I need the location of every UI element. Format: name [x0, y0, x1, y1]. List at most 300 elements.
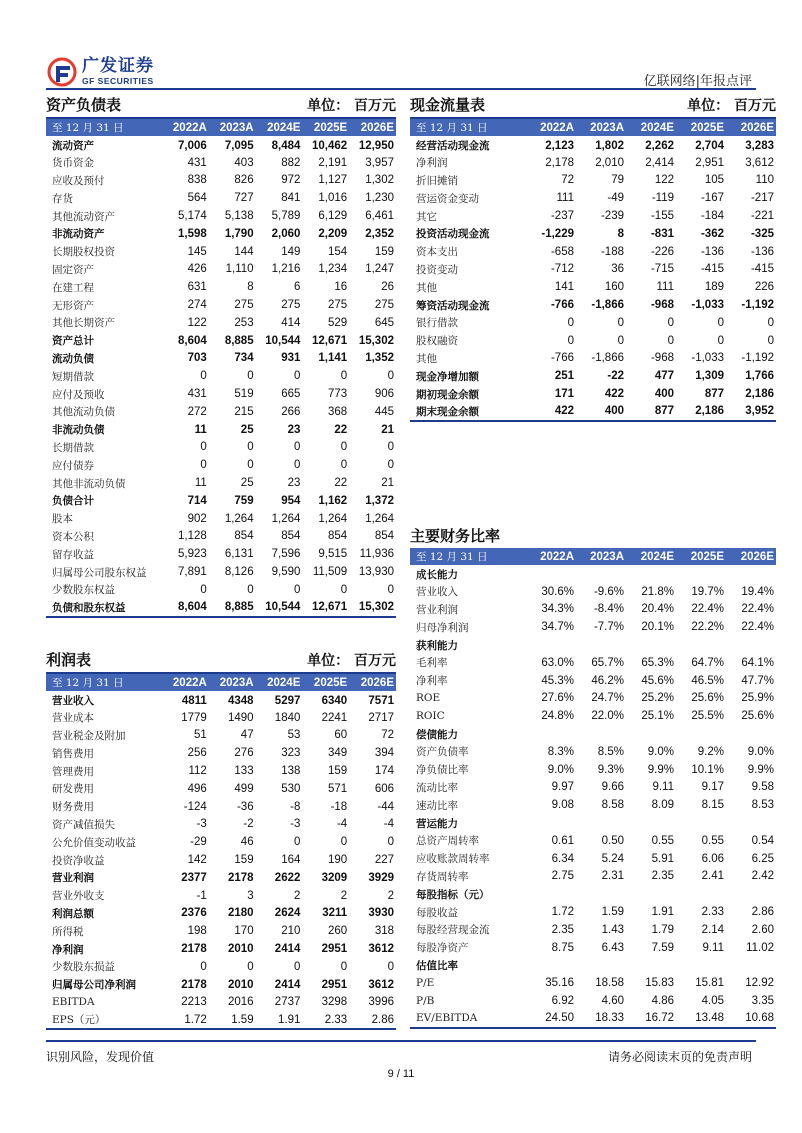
cell-value: 400 [654, 388, 674, 401]
row-label: P/E [416, 977, 435, 990]
cell-value: 7.59 [651, 941, 674, 954]
cell-value: 23 [287, 423, 301, 436]
row-label: 经营活动现金流 [416, 140, 490, 153]
cell-value: 122 [187, 316, 207, 329]
cell-value: 0 [200, 370, 207, 383]
cell-value: 645 [374, 316, 394, 329]
cell-value: -237 [550, 210, 574, 223]
table-row [46, 421, 396, 439]
cell-value: 12,950 [358, 139, 394, 152]
cell-value: -29 [190, 836, 207, 849]
cell-value: 564 [187, 192, 207, 205]
cell-value: -221 [750, 210, 774, 223]
row-label: 少数股东损益 [52, 961, 115, 974]
cell-value: 141 [554, 281, 574, 294]
row-label: 无形资产 [52, 299, 94, 312]
cell-value: -2 [243, 818, 254, 831]
table-row [46, 314, 396, 332]
column-header: 2025E [676, 548, 726, 565]
cell-value: 122 [654, 174, 674, 187]
cell-value: 10,462 [312, 139, 348, 152]
row-label: 营运资金变动 [416, 192, 479, 205]
cell-value [526, 725, 576, 743]
cell-value: 0 [200, 459, 207, 472]
cell-value: 0 [340, 583, 348, 596]
cell-value: 2.35 [551, 923, 574, 936]
table-row [46, 744, 396, 762]
table-row [410, 885, 776, 903]
row-label: 资产减值损失 [52, 818, 115, 831]
table-row [410, 921, 776, 939]
cell-value: 1,128 [178, 530, 207, 543]
cell-value: 154 [328, 245, 348, 258]
cell-value: 0 [293, 459, 301, 472]
table-row [46, 599, 396, 617]
column-header: 2022A [526, 119, 576, 136]
cell-value: 22.4% [741, 603, 774, 616]
row-label: 营业利润 [416, 603, 458, 616]
row-label: 投资活动现金流 [416, 228, 490, 241]
row-label: EPS（元） [46, 1011, 162, 1029]
cell-value: 110 [755, 174, 774, 187]
cell-value: 2737 [274, 996, 301, 1009]
cell-value: 9.0% [647, 745, 674, 758]
cashflow-title: 现金流量表 [410, 96, 486, 114]
cell-value: 9.0% [747, 745, 774, 758]
cell-value: 111 [556, 192, 574, 205]
cell-value [726, 885, 776, 903]
cell-value: 0 [293, 370, 301, 383]
cell-value: 445 [374, 405, 394, 418]
column-header: 至 12 月 31 日 [46, 674, 162, 691]
cell-value: 11,936 [359, 548, 394, 561]
cell-value: 323 [281, 747, 301, 760]
cell-value: 2178 [181, 978, 207, 991]
cell-value: 79 [611, 174, 624, 187]
cell-value: 318 [374, 925, 394, 938]
table-row [46, 172, 396, 190]
cell-value: 2376 [181, 907, 207, 920]
table-row [410, 618, 776, 636]
cell-value: 0.61 [551, 834, 574, 847]
cell-value: 838 [187, 174, 207, 187]
balance-title: 资产负债表 [46, 96, 122, 114]
cell-value: 2 [340, 889, 348, 902]
cell-value: 190 [328, 854, 348, 867]
cell-value: 703 [187, 352, 207, 365]
row-label: 短期借款 [52, 370, 94, 383]
cell-value: 3211 [322, 907, 348, 920]
column-header: 2024E [626, 119, 676, 136]
cell-value: 1.72 [162, 1011, 209, 1029]
cell-value: 253 [234, 316, 254, 329]
table-row [46, 367, 396, 385]
row-label: 每股收益 [416, 906, 458, 919]
cell-value: 665 [281, 388, 301, 401]
cell-value: 2,414 [645, 156, 674, 169]
table-row [410, 225, 776, 243]
table-row [410, 992, 776, 1010]
cell-value: 64.1% [741, 656, 774, 669]
cell-value: 9.9% [747, 763, 774, 776]
cell-value: 72 [381, 729, 394, 742]
cell-value: 1,162 [318, 494, 348, 507]
balance-table [46, 119, 396, 618]
cell-value: 25 [240, 423, 254, 436]
cell-value: 529 [328, 316, 348, 329]
cell-value: 24.50 [526, 1010, 576, 1028]
cell-value: 3612 [368, 943, 394, 956]
cell-value [526, 957, 576, 975]
cell-value: 11.02 [746, 941, 774, 954]
cell-value: 972 [281, 174, 301, 187]
cell-value: 251 [554, 370, 574, 383]
cell-value: 170 [234, 925, 254, 938]
row-label: 现金净增加额 [416, 370, 479, 383]
cell-value: 18.58 [595, 977, 624, 990]
cell-value: 1.59 [209, 1011, 256, 1029]
table-row [46, 189, 396, 207]
cell-value: -766 [550, 352, 574, 365]
table-row [410, 672, 776, 690]
row-label: 其他流动资产 [52, 210, 115, 223]
cell-value: 25.9% [741, 692, 774, 705]
cell-value [676, 725, 726, 743]
cell-value [526, 565, 576, 583]
table-row [410, 725, 776, 743]
cell-value: 3996 [368, 996, 394, 1009]
cell-value: 759 [234, 494, 254, 507]
cell-value: 0 [387, 370, 394, 383]
cell-value: 1.79 [651, 923, 674, 936]
row-label: 净利润 [416, 157, 448, 170]
row-label: 流动资产 [52, 140, 94, 153]
cell-value: -124 [183, 800, 207, 813]
table-row [410, 832, 776, 850]
cell-value: 0 [717, 316, 724, 329]
cell-value: 275 [328, 299, 348, 312]
cell-value: 0 [293, 441, 301, 454]
cell-value: 189 [704, 281, 724, 294]
row-label: 资产总计 [52, 335, 94, 348]
cell-value: 0 [247, 441, 254, 454]
cell-value: 0 [247, 583, 254, 596]
cell-value: 0.55 [701, 834, 724, 847]
cell-value: 0 [247, 370, 254, 383]
table-row [46, 780, 396, 798]
table-row [410, 189, 776, 207]
table-row [410, 565, 776, 583]
cell-value: -136 [700, 245, 724, 258]
table-row [410, 868, 776, 886]
row-label: 流动负债 [52, 352, 94, 365]
row-label: 应收账款周转率 [416, 853, 490, 866]
row-label: 净利率 [416, 675, 448, 688]
row-label: 在建工程 [52, 281, 94, 294]
cell-value: 15.81 [695, 977, 724, 990]
cell-value: 0 [617, 316, 624, 329]
cell-value: -831 [650, 227, 674, 240]
cell-value [726, 957, 776, 975]
cell-value: 1,309 [695, 370, 724, 383]
cell-value: 8.58 [601, 799, 624, 812]
row-label: 股权融资 [416, 335, 458, 348]
table-row [410, 207, 776, 225]
cell-value: -712 [550, 263, 574, 276]
row-label: 期初现金余额 [416, 388, 479, 401]
cell-value: 1,372 [365, 494, 394, 507]
cell-value: 1.91 [651, 906, 674, 919]
cell-value: 5297 [274, 694, 301, 707]
table-row [410, 761, 776, 779]
cell-value: 0 [340, 370, 348, 383]
row-label: 其他 [416, 281, 437, 294]
row-label: 营业税金及附加 [52, 729, 126, 742]
row-label: 存货 [52, 192, 73, 205]
table-row [46, 385, 396, 403]
cell-value: 1,264 [365, 512, 394, 525]
cell-value: 5,174 [178, 210, 207, 223]
cell-value: -1,866 [591, 299, 624, 312]
table-row [410, 278, 776, 296]
cell-value: 2213 [181, 996, 207, 1009]
cell-value [626, 725, 676, 743]
cell-value: 2.31 [601, 870, 624, 883]
cell-value: 266 [281, 405, 301, 418]
cell-value: 1,766 [745, 370, 774, 383]
cell-value [576, 725, 626, 743]
row-label: 每股经营现金流 [416, 924, 490, 937]
cell-value: 25.6% [691, 692, 724, 705]
cell-value [676, 957, 726, 975]
cell-value: 174 [374, 765, 394, 778]
row-label: 少数股东权益 [52, 584, 115, 597]
table-row [410, 903, 776, 921]
row-label: 资产负债率 [416, 746, 469, 759]
row-label: 长期借款 [52, 441, 94, 454]
row-label: 成长能力 [416, 569, 458, 582]
cell-value: 274 [187, 299, 207, 312]
cell-value: 23 [287, 477, 301, 490]
cell-value: 2624 [274, 907, 301, 920]
cell-value: 0 [767, 316, 774, 329]
table-row [46, 154, 396, 172]
table-row [46, 798, 396, 816]
column-header: 2026E [349, 674, 396, 691]
table-row [410, 154, 776, 172]
row-label: 营业成本 [52, 712, 94, 725]
cell-value: 422 [604, 388, 624, 401]
page-header [46, 56, 756, 90]
cell-value: 1,598 [178, 227, 207, 240]
cell-value: 4348 [228, 694, 254, 707]
cell-value: 1,264 [224, 512, 254, 525]
cell-value: 171 [554, 388, 574, 401]
cell-value: -715 [650, 263, 674, 276]
table-row [410, 172, 776, 190]
footer-disclaimer: 请务必阅读末页的免责声明 [607, 1050, 752, 1064]
cell-value: 2,178 [545, 156, 574, 169]
table-row [410, 743, 776, 761]
cell-value: 9.58 [751, 781, 774, 794]
cell-value: 15,302 [358, 334, 394, 347]
cell-value: 0 [667, 334, 674, 347]
cell-value: 3929 [368, 871, 394, 884]
cell-value: 1.72 [551, 906, 574, 919]
cell-value: 13.48 [676, 1010, 726, 1028]
table-row [46, 851, 396, 869]
cell-value: 1,247 [365, 263, 394, 276]
cell-value: 5.24 [601, 852, 624, 865]
row-label: 营业收入 [416, 586, 458, 599]
cell-value: 1,110 [225, 263, 254, 276]
cell-value: 0 [567, 334, 574, 347]
row-label: P/B [416, 995, 435, 1008]
cell-value: 19.4% [741, 585, 774, 598]
table-row [410, 707, 776, 725]
cell-value: 2414 [274, 943, 301, 956]
cell-value: 6.25 [751, 852, 774, 865]
table-row [410, 583, 776, 601]
cell-value: 210 [281, 925, 301, 938]
cell-value: 0 [247, 459, 254, 472]
table-row [46, 510, 396, 528]
cell-value: -155 [650, 210, 674, 223]
cell-value: 9.0% [547, 763, 574, 776]
cell-value: 2,209 [318, 227, 348, 240]
cell-value: 275 [374, 299, 394, 312]
column-header: 2022A [526, 548, 576, 565]
table-row [46, 296, 396, 314]
cell-value: 8,484 [271, 139, 301, 152]
row-label: 营业收入 [52, 695, 94, 708]
cell-value: 65.7% [591, 656, 624, 669]
table-row [46, 691, 396, 709]
cell-value: 368 [328, 405, 348, 418]
cell-value: 0 [200, 441, 207, 454]
cell-value: 25.6% [741, 710, 774, 723]
row-label: 固定资产 [52, 263, 94, 276]
cell-value: 0 [717, 334, 724, 347]
cell-value: 25 [240, 477, 254, 490]
cell-value: 530 [281, 782, 301, 795]
cell-value: 22.4% [691, 603, 724, 616]
cell-value: 159 [234, 854, 254, 867]
cell-value: 9.08 [551, 799, 574, 812]
cell-value: 22.2% [691, 621, 724, 634]
cell-value [626, 885, 676, 903]
cell-value: 854 [234, 530, 254, 543]
column-header: 至 12 月 31 日 [46, 119, 162, 136]
cell-value: 34.7% [541, 621, 574, 634]
table-row [410, 332, 776, 350]
row-label: 留存收益 [52, 548, 94, 561]
row-label: 营运能力 [416, 817, 458, 830]
cell-value: 25.1% [641, 710, 674, 723]
cell-value: 10,544 [256, 599, 303, 617]
table-row [410, 636, 776, 654]
cell-value: 3612 [368, 978, 394, 991]
cell-value: -49 [607, 192, 624, 205]
row-label: 营业利润 [52, 872, 94, 885]
cell-value: 21.8% [641, 585, 674, 598]
table-row [410, 136, 776, 154]
table-row [46, 456, 396, 474]
cell-value: 426 [187, 263, 207, 276]
cell-value: 5.91 [651, 852, 674, 865]
cell-value: 35.16 [545, 977, 574, 990]
ratios-table [410, 548, 776, 1029]
cell-value: 227 [374, 854, 394, 867]
cell-value: 18.33 [576, 1010, 626, 1028]
table-row [46, 869, 396, 887]
cell-value: 1,264 [318, 512, 348, 525]
cell-value: 272 [187, 405, 207, 418]
cell-value: 5,923 [178, 548, 207, 561]
cell-value: 215 [234, 405, 254, 418]
cell-value: 3,957 [365, 156, 394, 169]
cell-value: 3930 [368, 907, 394, 920]
cell-value: -415 [700, 263, 724, 276]
cell-value: 1,802 [595, 139, 624, 152]
cell-value: 2 [387, 889, 394, 902]
table-row [46, 261, 396, 279]
table-row [410, 974, 776, 992]
row-label: 销售费用 [52, 747, 94, 760]
cell-value: 10.1% [691, 763, 724, 776]
cashflow-table [410, 119, 776, 422]
column-header: 2025E [676, 119, 726, 136]
cell-value: 45.3% [541, 674, 574, 687]
cell-value: 0 [200, 583, 207, 596]
row-label: 股本 [52, 513, 73, 526]
cell-value: 0 [340, 441, 348, 454]
cell-value: 6.06 [701, 852, 724, 865]
table-row [410, 296, 776, 314]
row-label: 银行借款 [416, 317, 458, 330]
cell-value: -415 [750, 263, 774, 276]
cell-value: 1.59 [601, 906, 624, 919]
cell-value: 275 [234, 299, 254, 312]
cell-value: -658 [550, 245, 574, 258]
cell-value: 5,789 [271, 210, 301, 223]
cell-value: -968 [650, 352, 674, 365]
cell-value: 0 [340, 459, 348, 472]
cell-value: -136 [750, 245, 774, 258]
cell-value [676, 814, 726, 832]
cell-value: 877 [704, 388, 724, 401]
row-label: 速动比率 [416, 799, 458, 812]
cell-value: 9.11 [652, 781, 674, 794]
table-row [46, 958, 396, 976]
table-row [410, 1010, 776, 1028]
table-row [46, 474, 396, 492]
cell-value: 276 [234, 747, 254, 760]
cell-value: -1,192 [741, 299, 774, 312]
table-row [46, 905, 396, 923]
cell-value: 1.91 [256, 1011, 303, 1029]
cell-value: 24.7% [591, 692, 624, 705]
cell-value: 8.3% [547, 745, 574, 758]
cell-value: 3,283 [745, 139, 774, 152]
cell-value: 8,885 [209, 599, 256, 617]
table-row [410, 314, 776, 332]
cell-value: 0 [387, 441, 394, 454]
cell-value: -3 [290, 818, 301, 831]
cell-value [726, 565, 776, 583]
cell-value: 854 [374, 530, 394, 543]
cell-value: 2.86 [751, 906, 774, 919]
